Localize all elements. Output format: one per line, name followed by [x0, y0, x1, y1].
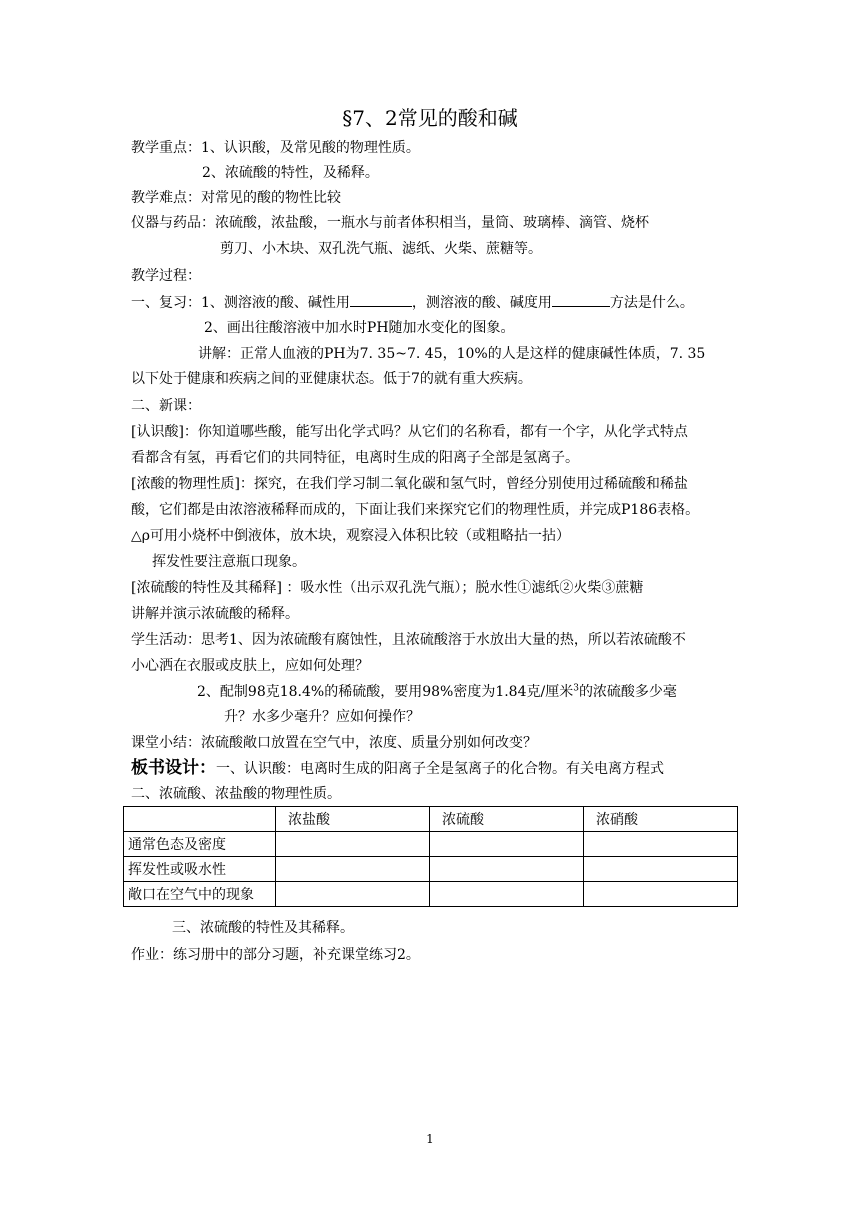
review-question-1-part-a: 一、复习：1、测溶液的酸、碱性用 — [131, 295, 350, 311]
table-cell — [276, 857, 430, 882]
explanation-line-2: 以下处于健康和疾病之间的亚健康状态。低于7的就有重大疾病。 — [131, 371, 532, 387]
table-row-label: 通常色态及密度 — [124, 832, 276, 857]
know-acids-line-1: [认识酸]：你知道哪些酸，能写出化学式吗？从它们的名称看，都有一个字，从化学式特点 — [131, 424, 688, 440]
teaching-process-heading: 教学过程： — [131, 268, 201, 284]
board-design-text: 一、认识酸：电离时生成的阳离子全是氢离子的化合物。有关电离方程式 — [216, 761, 664, 777]
table-header-cell: 浓硫酸 — [430, 807, 584, 832]
answer-blank — [350, 292, 412, 307]
table-cell — [276, 832, 430, 857]
equipment-line-2: 剪刀、小木块、双孔洗气瓶、滤纸、火柴、蔗糖等。 — [220, 241, 542, 257]
sulfuric-acid-properties: [浓硫酸的特性及其稀释] ：吸水性（出示双孔洗气瓶）；脱水性①滤纸②火柴③蔗糖 — [131, 580, 644, 596]
review-question-1-part-c: 方法是什么。 — [609, 295, 694, 311]
board-design-line-3: 三、浓硫酸的特性及其稀释。 — [172, 920, 354, 936]
know-acids-line-2: 看都含有氢，再看它们的共同特征，电离时生成的阳离子全部是氢离子。 — [131, 450, 579, 466]
explanation-line-1: 讲解：正常人血液的PH为7. 35~7. 45，10%的人是这样的健康碱性体质，7. 35 — [198, 346, 706, 362]
review-question-1 — [131, 292, 694, 313]
student-activity-line-3 — [197, 682, 677, 702]
student-activity-line-4: 升？水多少毫升？应如何操作？ — [224, 709, 420, 725]
new-lesson-heading: 二、新课： — [131, 398, 201, 414]
volatility-note: 挥发性要注意瓶口现象。 — [152, 554, 306, 570]
page-title: §7、2常见的酸和碱 — [342, 106, 518, 130]
student-activity-line-1: 学生活动：思考1、因为浓硫酸有腐蚀性，且浓硫酸溶于水放出大量的热，所以若浓硫酸不 — [131, 632, 686, 648]
table-row-label: 挥发性或吸水性 — [124, 857, 276, 882]
board-design-line-2: 二、浓硫酸、浓盐酸的物理性质。 — [131, 786, 341, 802]
board-design-line-1 — [131, 758, 664, 779]
student-activity-line-3-part-b: 的浓硫酸多少毫 — [578, 684, 677, 700]
table-row-label: 敞口在空气中的现象 — [124, 882, 276, 907]
homework: 作业：练习册中的部分习题，补充课堂练习2。 — [131, 947, 420, 963]
table-cell — [430, 832, 584, 857]
teaching-focus-2: 2、浓硫酸的特性，及稀释。 — [202, 165, 379, 181]
table-row — [124, 832, 738, 857]
dilution-demo: 讲解并演示浓硫酸的稀释。 — [131, 606, 299, 622]
teaching-focus-1: 教学重点：1、认识酸，及常见酸的物理性质。 — [131, 140, 420, 156]
table-header-cell: 浓硝酸 — [584, 807, 738, 832]
physical-props-line-2: 酸，它们都是由浓溶液稀释而成的，下面让我们来探究它们的物理性质，并完成P186表格。 — [131, 502, 700, 518]
table-row — [124, 882, 738, 907]
table-header-row — [124, 807, 738, 832]
physical-properties-table — [123, 806, 738, 907]
table-cell — [276, 882, 430, 907]
superscript-3: 3 — [573, 683, 579, 694]
page-number: 1 — [426, 1132, 434, 1146]
table-cell — [584, 857, 738, 882]
table-header-cell — [124, 807, 276, 832]
review-question-1-part-b: ，测溶液的酸、碱度用 — [411, 295, 552, 311]
teaching-difficulty: 教学难点：对常见的酸的物性比较 — [131, 190, 341, 206]
equipment-line-1: 仪器与药品：浓硫酸，浓盐酸，一瓶水与前者体积相当，量筒、玻璃棒、滴管、烧杯 — [131, 215, 649, 231]
board-design-label: 板书设计： — [131, 758, 216, 778]
table-cell — [584, 832, 738, 857]
answer-blank — [552, 292, 610, 307]
table-cell — [430, 882, 584, 907]
class-summary: 课堂小结：浓硫酸敞口放置在空气中，浓度、质量分别如何改变？ — [131, 735, 537, 751]
table-cell — [584, 882, 738, 907]
review-question-2: 2、画出往酸溶液中加水时PH随加水变化的图象。 — [204, 320, 515, 336]
student-activity-line-3-part-a: 2、配制98克18.4%的稀硫酸，要用98%密度为1.84克/厘米 — [197, 684, 574, 700]
physical-props-line-1: [浓酸的物理性质]：探究，在我们学习制二氧化碳和氢气时，曾经分别使用过稀硫酸和稀盐 — [131, 476, 688, 492]
table-cell — [430, 857, 584, 882]
density-note: △ρ可用小烧杯中倒液体，放木块，观察浸入体积比较（或粗略拈一拈） — [131, 528, 570, 544]
table-header-cell: 浓盐酸 — [276, 807, 430, 832]
student-activity-line-2: 小心洒在衣服或皮肤上，应如何处理？ — [131, 658, 369, 674]
table-row — [124, 857, 738, 882]
